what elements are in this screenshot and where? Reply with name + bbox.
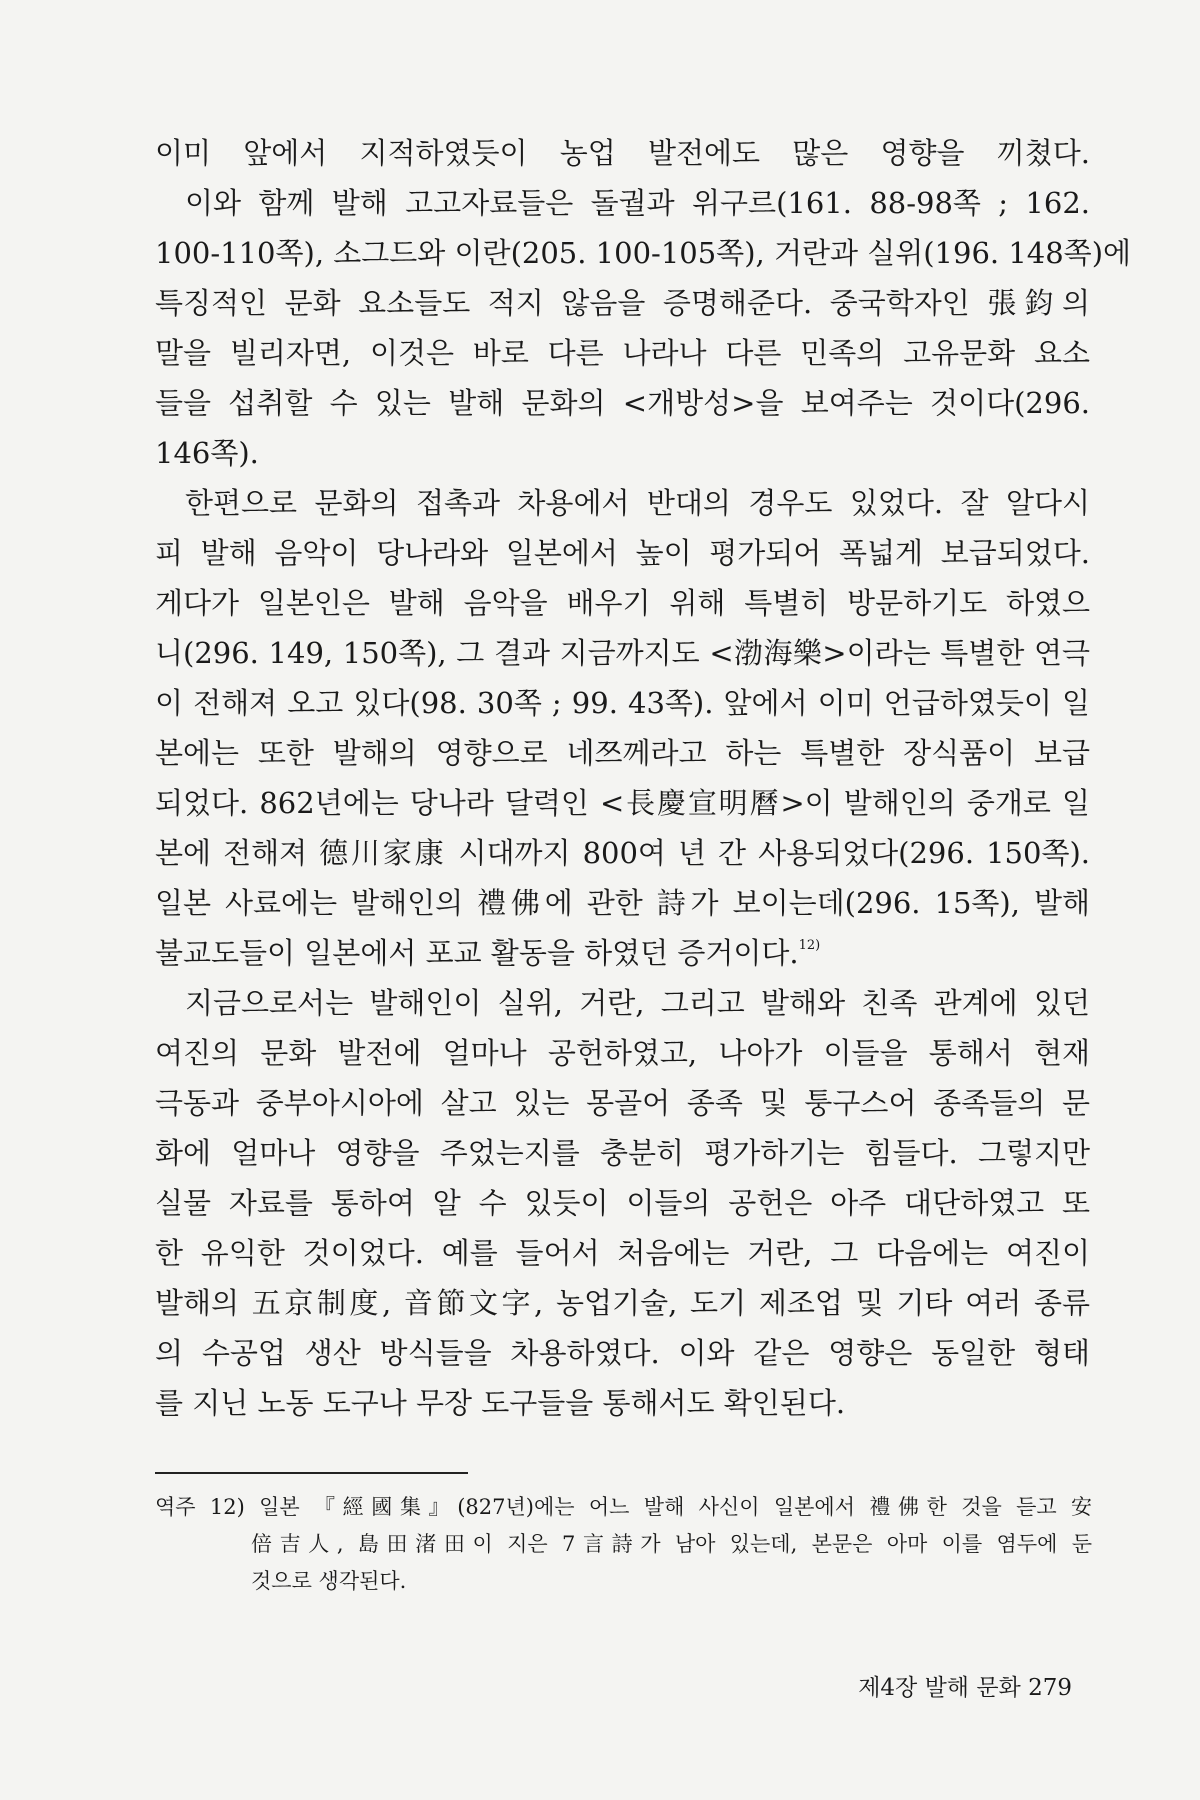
text-line: 한편으로 문화의 접촉과 차용에서 반대의 경우도 있었다. 잘 알다시 xyxy=(185,486,1090,520)
text-line: 되었다. 862년에는 당나라 달력인 <長慶宣明曆>이 발해인의 중개로 일 xyxy=(155,786,1090,820)
text-line: 특징적인 문화 요소들도 적지 않음을 증명해준다. 중국학자인 張鈞의 xyxy=(155,286,1090,320)
footnote-block xyxy=(155,1489,1092,1600)
text-line: 본에는 또한 발해의 영향으로 네쯔께라고 하는 특별한 장식품이 보급 xyxy=(155,736,1090,770)
text-line-content: 불교도들이 일본에서 포교 활동을 하였던 증거이다. xyxy=(155,936,799,970)
text-line-with-footnote-ref xyxy=(155,928,1090,978)
footnote-reference: 12) xyxy=(798,938,821,954)
chapter-title: 제4장 발해 문화 xyxy=(858,1675,1021,1701)
text-line: 피 발해 음악이 당나라와 일본에서 높이 평가되어 폭넓게 보급되었다. xyxy=(155,536,1090,570)
text-line: 일본 사료에는 발해인의 禮佛에 관한 詩가 보이는데(296. 15쪽), 발해 xyxy=(155,886,1090,920)
footnote-line: 역주 12) 일본 『經國集』(827년)에는 어느 발해 사신이 일본에서 禮佛한 것을 듣고 安 xyxy=(155,1495,1092,1519)
page-number: 279 xyxy=(1028,1675,1072,1701)
text-line: 100-110쪽), 소그드와 이란(205. 100-105쪽), 거란과 실위(196. 148쪽)에 xyxy=(155,236,1132,270)
text-line: 를 지닌 노동 도구나 무장 도구들을 통해서도 확인된다. xyxy=(155,1386,846,1420)
text-line: 실물 자료를 통하여 알 수 있듯이 이들의 공헌은 아주 대단하였고 또 xyxy=(155,1186,1090,1220)
text-line: 여진의 문화 발전에 얼마나 공헌하였고, 나아가 이들을 통해서 현재 xyxy=(155,1036,1090,1070)
footnote-line: 倍吉人, 島田渚田이 지은 7言詩가 남아 있는데, 본문은 아마 이를 염두에 둔 xyxy=(251,1532,1092,1556)
text-line: 지금으로서는 발해인이 실위, 거란, 그리고 발해와 친족 관계에 있던 xyxy=(185,986,1090,1020)
running-footer xyxy=(858,1673,1072,1703)
text-line: 말을 빌리자면, 이것은 바로 다른 나라나 다른 민족의 고유문화 요소 xyxy=(155,336,1090,370)
text-line: 극동과 중부아시아에 살고 있는 몽골어 종족 및 퉁구스어 종족들의 문 xyxy=(155,1086,1090,1120)
text-line: 본에 전해져 德川家康 시대까지 800여 년 간 사용되었다(296. 150쪽). xyxy=(155,836,1090,870)
text-line: 146쪽). xyxy=(155,436,259,470)
text-line: 게다가 일본인은 발해 음악을 배우기 위해 특별히 방문하기도 하였으 xyxy=(155,586,1090,620)
text-line: 의 수공업 생산 방식들을 차용하였다. 이와 같은 영향은 동일한 형태 xyxy=(155,1336,1090,1370)
text-line: 니(296. 149, 150쪽), 그 결과 지금까지도 <渤海樂>이라는 특별한 연극 xyxy=(155,636,1090,670)
text-line: 이 전해져 오고 있다(98. 30쪽 ; 99. 43쪽). 앞에서 이미 언급하였듯이 일 xyxy=(155,686,1090,720)
text-line: 이미 앞에서 지적하였듯이 농업 발전에도 많은 영향을 끼쳤다. xyxy=(155,136,1090,170)
text-line: 이와 함께 발해 고고자료들은 돌궐과 위구르(161. 88-98쪽 ; 162. xyxy=(185,186,1090,220)
text-line: 발해의 五京制度, 音節文字, 농업기술, 도기 제조업 및 기타 여러 종류 xyxy=(155,1286,1090,1320)
body-text xyxy=(155,128,1132,1428)
footnote-divider xyxy=(155,1472,468,1474)
footnote-line: 것으로 생각된다. xyxy=(251,1569,407,1593)
text-line: 한 유익한 것이었다. 예를 들어서 처음에는 거란, 그 다음에는 여진이 xyxy=(155,1236,1090,1270)
text-line: 들을 섭취할 수 있는 발해 문화의 <개방성>을 보여주는 것이다(296. xyxy=(155,386,1090,420)
text-line: 화에 얼마나 영향을 주었는지를 충분히 평가하기는 힘들다. 그렇지만 xyxy=(155,1136,1090,1170)
